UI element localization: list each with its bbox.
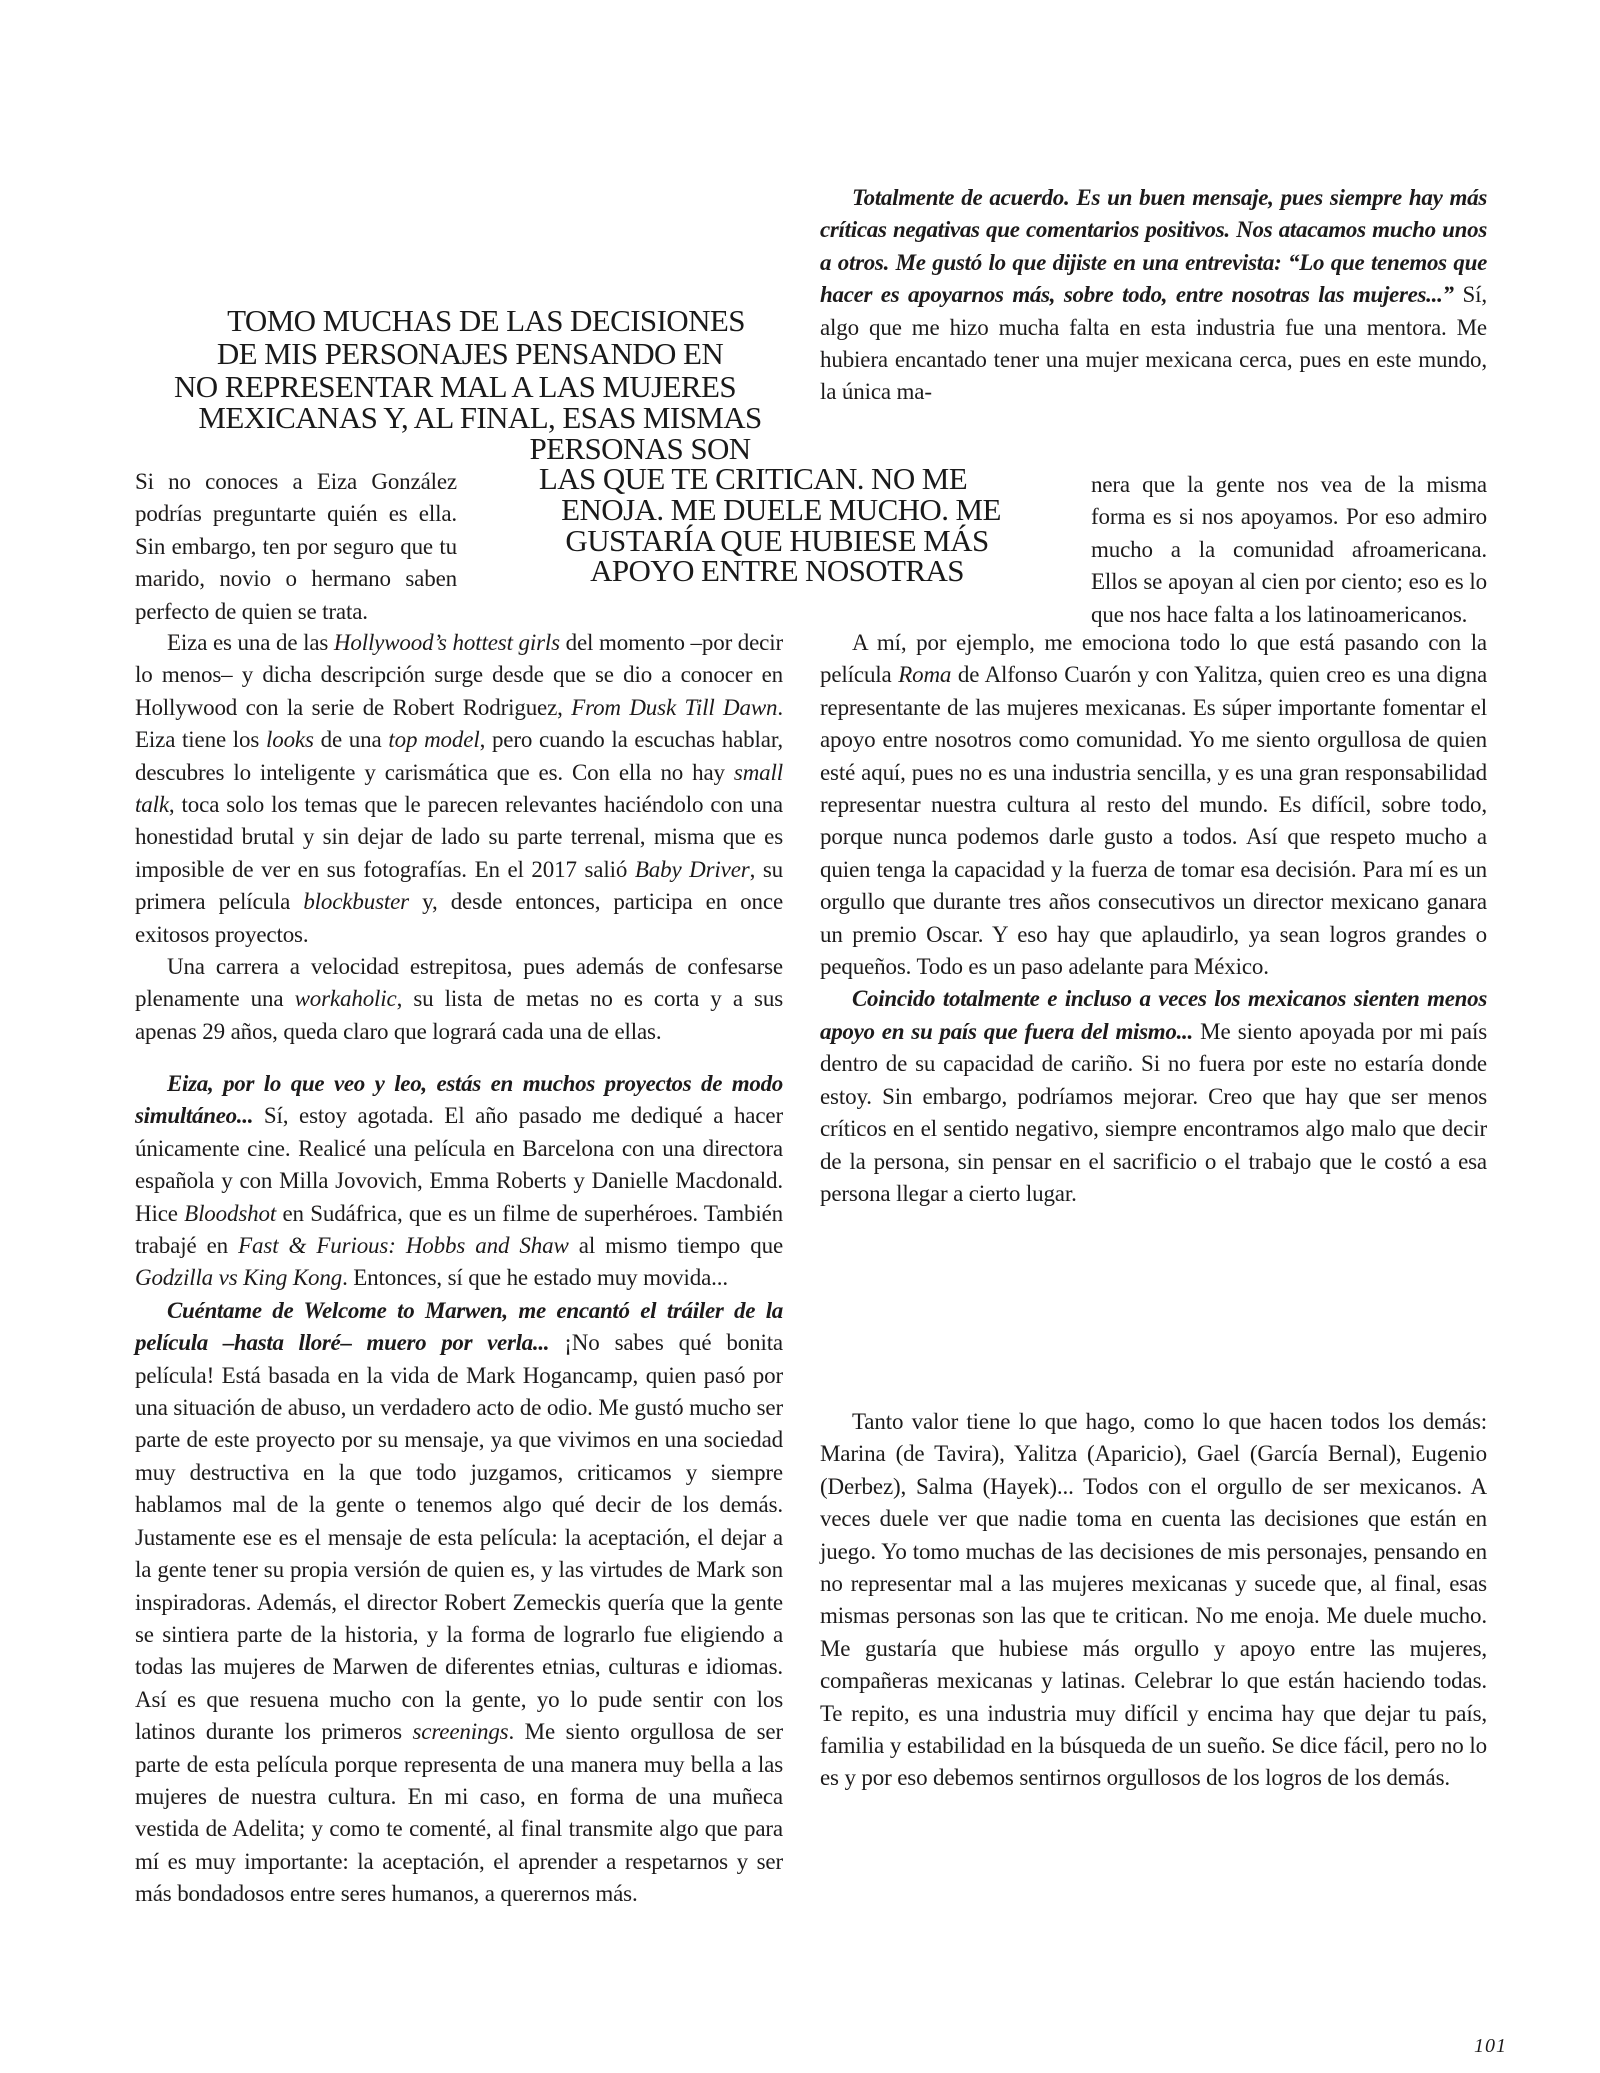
body-text: , toca solo los temas que le parecen relevantes haciéndolo con una honestidad brutal y sin dejar de lado su parte terrenal, misma que es imposible de ver en sus fotografías. En el 2017 salió: [135, 792, 783, 882]
body-text: nera que la gente nos vea de la misma forma es si nos apoyamos. Por eso admiro mucho a la comunidad afroamericana. Ellos se apoyan al cien por ciento; eso es lo que nos hace falta a los latinoamericanos.: [1091, 472, 1487, 627]
italic-term: blockbuster: [303, 889, 409, 915]
body-text: . Me siento orgullosa de ser parte de esta película porque representa de una manera muy bella a las mujeres de nuestra cultura. En mi caso, en forma de una muñeca vestida de Adelita; y como te comenté, al final transmite algo que para mí es muy importante: la aceptación, el aprender a respetarnos y ser más bondadosos entre seres humanos, a querernos más.: [135, 1719, 783, 1907]
paragraph: [135, 951, 783, 1048]
body-text: Tanto valor tiene lo que hago, como lo que hacen todos los demás: Marina (de Tavira), Yalitza (Aparicio), Gael (García Bernal), Eugenio (Derbez), Salma (Hayek)... Todos con el orgullo de ser mexicanos. A veces duele ver que nadie toma en cuenta las decisiones que están en juego. Yo tomo muchas de las decisiones de mis personajes, pensando en no representar mal a las mujeres mexicanas y sucede que, al final, esas mismas personas son las que te critican. No me enoja. Me duele mucho. Me gustaría que hubiese más orgullo y apoyo entre las mujeres, compañeras mexicanas y latinas. Celebrar lo que están haciendo todas. Te repito, es una industria muy difícil y encima hay que dejar tu país, familia y estabilidad en la búsqueda de un sueño. Se dice fácil, pero no lo es y por eso debemos sentirnos orgullosos de los logros de los demás.: [820, 1409, 1487, 1791]
paragraph: [1091, 469, 1487, 631]
pull-quote-line: TOMO MUCHAS DE LAS DECISIONES: [227, 303, 745, 338]
pull-quote-line: MEXICANAS Y, AL FINAL, ESAS MISMAS: [198, 400, 762, 435]
italic-term: workaholic: [294, 986, 397, 1012]
left-column-interview: [135, 1068, 783, 1911]
body-text: Sí, algo que me hizo mucha falta en esta industria fue una mentora. Me hubiera encantado tener una mujer mexicana cerca, pues en este mundo, la única ma-: [820, 282, 1487, 405]
body-text: A mí, por ejemplo, me emociona todo lo que está pasando con la película: [820, 630, 1487, 688]
paragraph: [820, 627, 1487, 983]
body-text: de una: [313, 727, 389, 753]
italic-term: Godzilla vs King Kong: [135, 1265, 343, 1291]
pull-quote-line: NO REPRESENTAR MAL A LAS MUJERES: [174, 369, 736, 404]
italic-term: Baby Driver: [634, 856, 750, 882]
italic-term: looks: [265, 727, 314, 753]
italic-term: Roma: [898, 662, 952, 688]
intro-paragraph: [135, 466, 457, 628]
paragraph: [135, 1295, 783, 1911]
body-text: Sí, estoy agotada. El año pasado me dediqué a hacer únicamente cine. Realicé una película en Barcelona con una directora española y con Milla Jovovich, Emma Roberts y Danielle Macdonald. Hice: [135, 1103, 783, 1226]
body-text: al mismo tiempo que: [568, 1233, 784, 1259]
paragraph: [135, 627, 783, 951]
page-number: 101: [1474, 2035, 1507, 2057]
body-text: del momento –por decir lo menos– y dicha descripción surge desde que se dio a conocer en Hollywood con la serie de Robert Rodriguez,: [135, 630, 783, 720]
paragraph: [135, 1068, 783, 1295]
body-text: . Eiza tiene los: [135, 694, 783, 753]
pull-quote-line: DE MIS PERSONAJES PENSANDO EN: [216, 336, 724, 371]
italic-term: small talk: [135, 759, 783, 818]
left-column-body: [135, 627, 783, 1048]
paragraph: [135, 466, 457, 628]
paragraph: [820, 1406, 1487, 1795]
body-text: de Alfonso Cuarón y con Yalitza, quien creo es una digna representante de las mujeres mexicanas. Es súper importante fomentar el apoyo entre nosotros como comunidad. Yo me siento orgullosa de quien esté aquí, pues no es una industria sencilla, y es una gran responsabilidad representar nuestra cultura al resto del mundo. Es difícil, sobre todo, porque nunca podemos darle gusto a todos. Así que respeto mucho a quien tenga la capacidad y la fuerza de tomar esa decisión. Para mí es un orgullo que durante tres años consecutivos un director mexicano ganara un premio Oscar. Y eso hay que aplaudirlo, ya sean logros grandes o pequeños. Todo es un paso adelante para México.: [820, 662, 1488, 980]
pull-quote-line: APOYO ENTRE NOSOTRAS: [590, 553, 964, 588]
body-text: Eiza es una de las: [167, 630, 334, 655]
right-column-closing: [820, 1406, 1487, 1795]
italic-term: screenings: [412, 1719, 509, 1745]
body-text: Si no conoces a Eiza González podrías preguntarte quién es ella. Sin embargo, ten por seguro que tu marido, novio o hermano saben perfecto de quien se trata.: [135, 469, 457, 624]
interview-question: Eiza, por lo que veo y leo, estás en muchos proyectos de modo simultáneo...: [135, 1071, 783, 1129]
italic-term: Bloodshot: [184, 1200, 277, 1226]
body-text: . Entonces, sí que he estado muy movida...: [342, 1265, 728, 1291]
body-text: Me siento apoyada por mi país dentro de su capacidad de cariño. Si no fuera por este no estaría donde estoy. Sin embargo, podríamos mejorar. Creo que hay que ser menos críticos en el sentido negativo, siempre encontramos algo malo que decir de la persona, sin pensar en el sacrificio o el trabajo que le costó a esa persona llegar a cierto lugar.: [820, 1018, 1488, 1206]
body-text: en Sudáfrica, que es un filme de superhéroes. También trabajé en: [135, 1200, 784, 1259]
italic-term: Fast & Furious: Hobbs and Shaw: [238, 1233, 569, 1259]
body-text: Una carrera a velocidad estrepitosa, pues además de confesarse plenamente una: [135, 954, 783, 1012]
pull-quote-line: LAS QUE TE CRITICAN. NO ME: [538, 461, 968, 496]
body-text: , su lista de metas no es corta y a sus apenas 29 años, queda claro que logrará cada una de ellas.: [135, 986, 783, 1044]
body-text: , su primera película: [135, 856, 783, 915]
pull-quote-line: PERSONAS SON: [529, 431, 751, 466]
paragraph: [820, 983, 1487, 1210]
paragraph: [820, 182, 1487, 409]
right-column-question: [820, 182, 1487, 409]
body-text: y, desde entonces, participa en once exitosos proyectos.: [135, 889, 783, 947]
right-column-body: [820, 627, 1487, 1210]
body-text: , pero cuando la escuchas hablar, descubres lo inteligente y carismática que es. Con ella no hay: [135, 727, 784, 785]
interview-question: Cuéntame de Welcome to Marwen, me encantó el tráiler de la película –hasta lloré– muero por verla...: [135, 1297, 783, 1356]
pull-quote-line: ENOJA. ME DUELE MUCHO. ME: [561, 492, 1001, 527]
italic-term: top model: [388, 727, 480, 753]
interview-question: Coincido totalmente e incluso a veces los mexicanos sienten menos apoyo en su país que fuera del mismo...: [820, 986, 1487, 1044]
pull-quote-line: GUSTARÍA QUE HUBIESE MÁS: [565, 523, 989, 558]
right-column-narrow-text: [1091, 469, 1487, 631]
italic-term: From Dusk Till Dawn: [571, 694, 778, 720]
italic-term: Hollywood’s hottest girls: [333, 630, 560, 655]
body-text: ¡No sabes qué bonita película! Está basada en la vida de Mark Hogancamp, quien pasó por una situación de abuso, un verdadero acto de odio. Me gustó mucho ser parte de este proyecto por su mensaje, ya que vivimos en una sociedad muy destructiva en la que todo juzgamos, criticamos y siempre hablamos mal de la gente o tenemos algo qué decir de los demás. Justamente ese es el mensaje de esta película: la aceptación, el dejar a la gente tener su propia versión de quien es, y las virtudes de Mark son inspiradoras. Además, el director Robert Zemeckis quería que la gente se sintiera parte de la historia, y la forma de lograrlo fue eligiendo a todas las mujeres de Marwen de diferentes etnias, culturas e idiomas. Así es que resuena mucho con la gente, yo lo pude sentir con los latinos durante los primeros: [135, 1330, 783, 1745]
interview-question: Totalmente de acuerdo. Es un buen mensaje, pues siempre hay más críticas negativas que comentarios positivos. Nos atacamos mucho unos a otros. Me gustó lo que dijiste en una entrevista: “Lo que tenemos que hacer es apoyarnos más, sobre todo, entre nosotras las mujeres...”: [820, 185, 1487, 308]
